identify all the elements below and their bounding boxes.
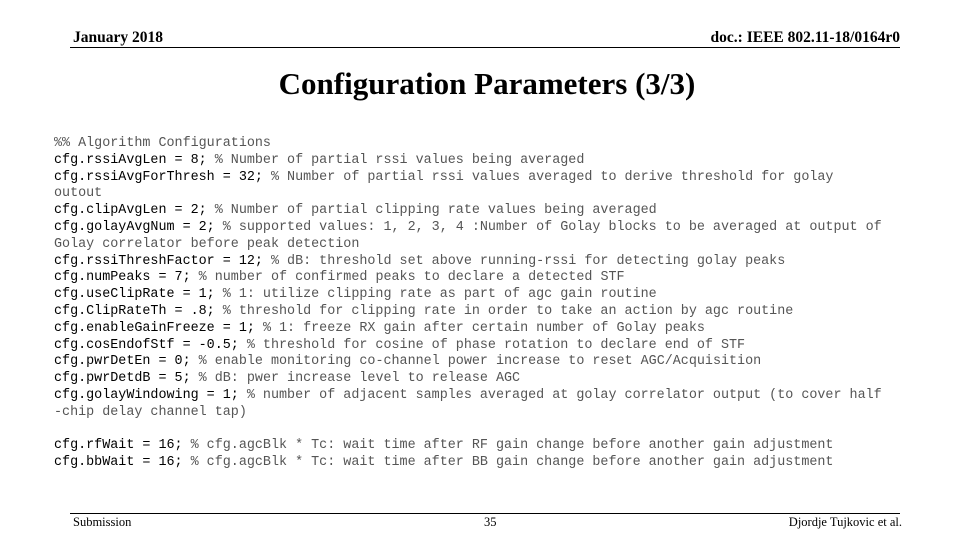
- header-doc-id: doc.: IEEE 802.11-18/0164r0: [710, 29, 900, 46]
- footer-page-number: 35: [484, 515, 497, 529]
- code-line: [54, 321, 926, 338]
- code-text: cfg.pwrDetEn = 0;: [54, 354, 199, 370]
- code-text: cfg.rssiAvgForThresh = 32;: [54, 169, 271, 185]
- code-text: cfg.ClipRateTh = .8;: [54, 303, 223, 319]
- code-line: [54, 270, 926, 287]
- code-comment: % Number of partial clipping rate values being averaged: [214, 203, 657, 219]
- code-comment: % cfg.agcBlk * Tc: wait time after BB gain change before another gain adjustment: [190, 454, 834, 470]
- code-text: cfg.useClipRate = 1;: [54, 287, 223, 303]
- code-comment: % 1: utilize clipping rate as part of agc gain routine: [222, 287, 657, 303]
- code-comment: % enable monitoring co-channel power increase to reset AGC/Acquisition: [198, 354, 762, 370]
- code-line: [54, 237, 926, 254]
- footer-submission: Submission: [73, 515, 132, 529]
- code-text: cfg.enableGainFreeze = 1;: [54, 320, 263, 336]
- code-comment: % threshold for clipping rate in order to take an action by agc routine: [222, 303, 794, 319]
- code-comment: % threshold for cosine of phase rotation to declare end of STF: [246, 337, 746, 353]
- code-text: cfg.rssiThreshFactor = 12;: [54, 253, 271, 269]
- footer-author: Djordje Tujkovic et al.: [788, 515, 902, 529]
- code-line: [54, 354, 926, 371]
- code-comment: % number of confirmed peaks to declare a detected STF: [198, 270, 625, 286]
- code-comment: % dB: threshold set above running-rssi for detecting golay peaks: [270, 253, 786, 269]
- code-block-wait-config: [54, 438, 926, 472]
- code-comment: %% Algorithm Configurations: [54, 136, 271, 151]
- code-line: [54, 153, 926, 170]
- code-line: [54, 220, 926, 237]
- code-line: [54, 170, 926, 187]
- code-comment: outout: [54, 186, 103, 202]
- code-comment: -chip delay channel tap): [54, 404, 247, 420]
- code-comment: % Number of partial rssi values being averaged: [214, 152, 585, 168]
- code-line: [54, 304, 926, 321]
- code-line: [54, 338, 926, 355]
- code-text: cfg.numPeaks = 7;: [54, 270, 199, 286]
- code-line: [54, 371, 926, 388]
- code-comment: % dB: pwer increase level to release AGC: [198, 371, 521, 387]
- code-comment: % 1: freeze RX gain after certain number of Golay peaks: [262, 320, 705, 336]
- code-text: cfg.golayAvgNum = 2;: [54, 219, 223, 235]
- code-line: [54, 203, 926, 220]
- code-line: [54, 455, 926, 472]
- code-line: [54, 136, 926, 153]
- code-comment: Golay correlator before peak detection: [54, 236, 360, 252]
- code-comment: % number of adjacent samples averaged at golay correlator output (to cover half: [246, 387, 882, 403]
- code-block-algorithm-config: [54, 136, 926, 422]
- code-comment: % Number of partial rssi values averaged to derive threshold for golay: [270, 169, 834, 185]
- code-line: [54, 287, 926, 304]
- code-line: [54, 186, 926, 203]
- code-text: cfg.bbWait = 16;: [54, 454, 191, 470]
- header-rule: [70, 47, 900, 48]
- code-line: [54, 405, 926, 422]
- code-line: [54, 254, 926, 271]
- slide-title: Configuration Parameters (3/3): [278, 66, 696, 101]
- code-text: cfg.rfWait = 16;: [54, 438, 191, 453]
- code-comment: % cfg.agcBlk * Tc: wait time after RF gain change before another gain adjustment: [190, 438, 834, 453]
- footer-rule: [70, 513, 900, 514]
- header-date: January 2018: [73, 29, 163, 46]
- code-text: cfg.cosEndofStf = -0.5;: [54, 337, 247, 353]
- code-text: cfg.golayWindowing = 1;: [54, 387, 247, 403]
- code-comment: % supported values: 1, 2, 3, 4 :Number of Golay blocks to be averaged at output of: [222, 219, 882, 235]
- code-line: [54, 388, 926, 405]
- code-text: cfg.clipAvgLen = 2;: [54, 203, 215, 219]
- code-text: cfg.pwrDetdB = 5;: [54, 371, 199, 387]
- code-line: [54, 438, 926, 455]
- code-text: cfg.rssiAvgLen = 8;: [54, 152, 215, 168]
